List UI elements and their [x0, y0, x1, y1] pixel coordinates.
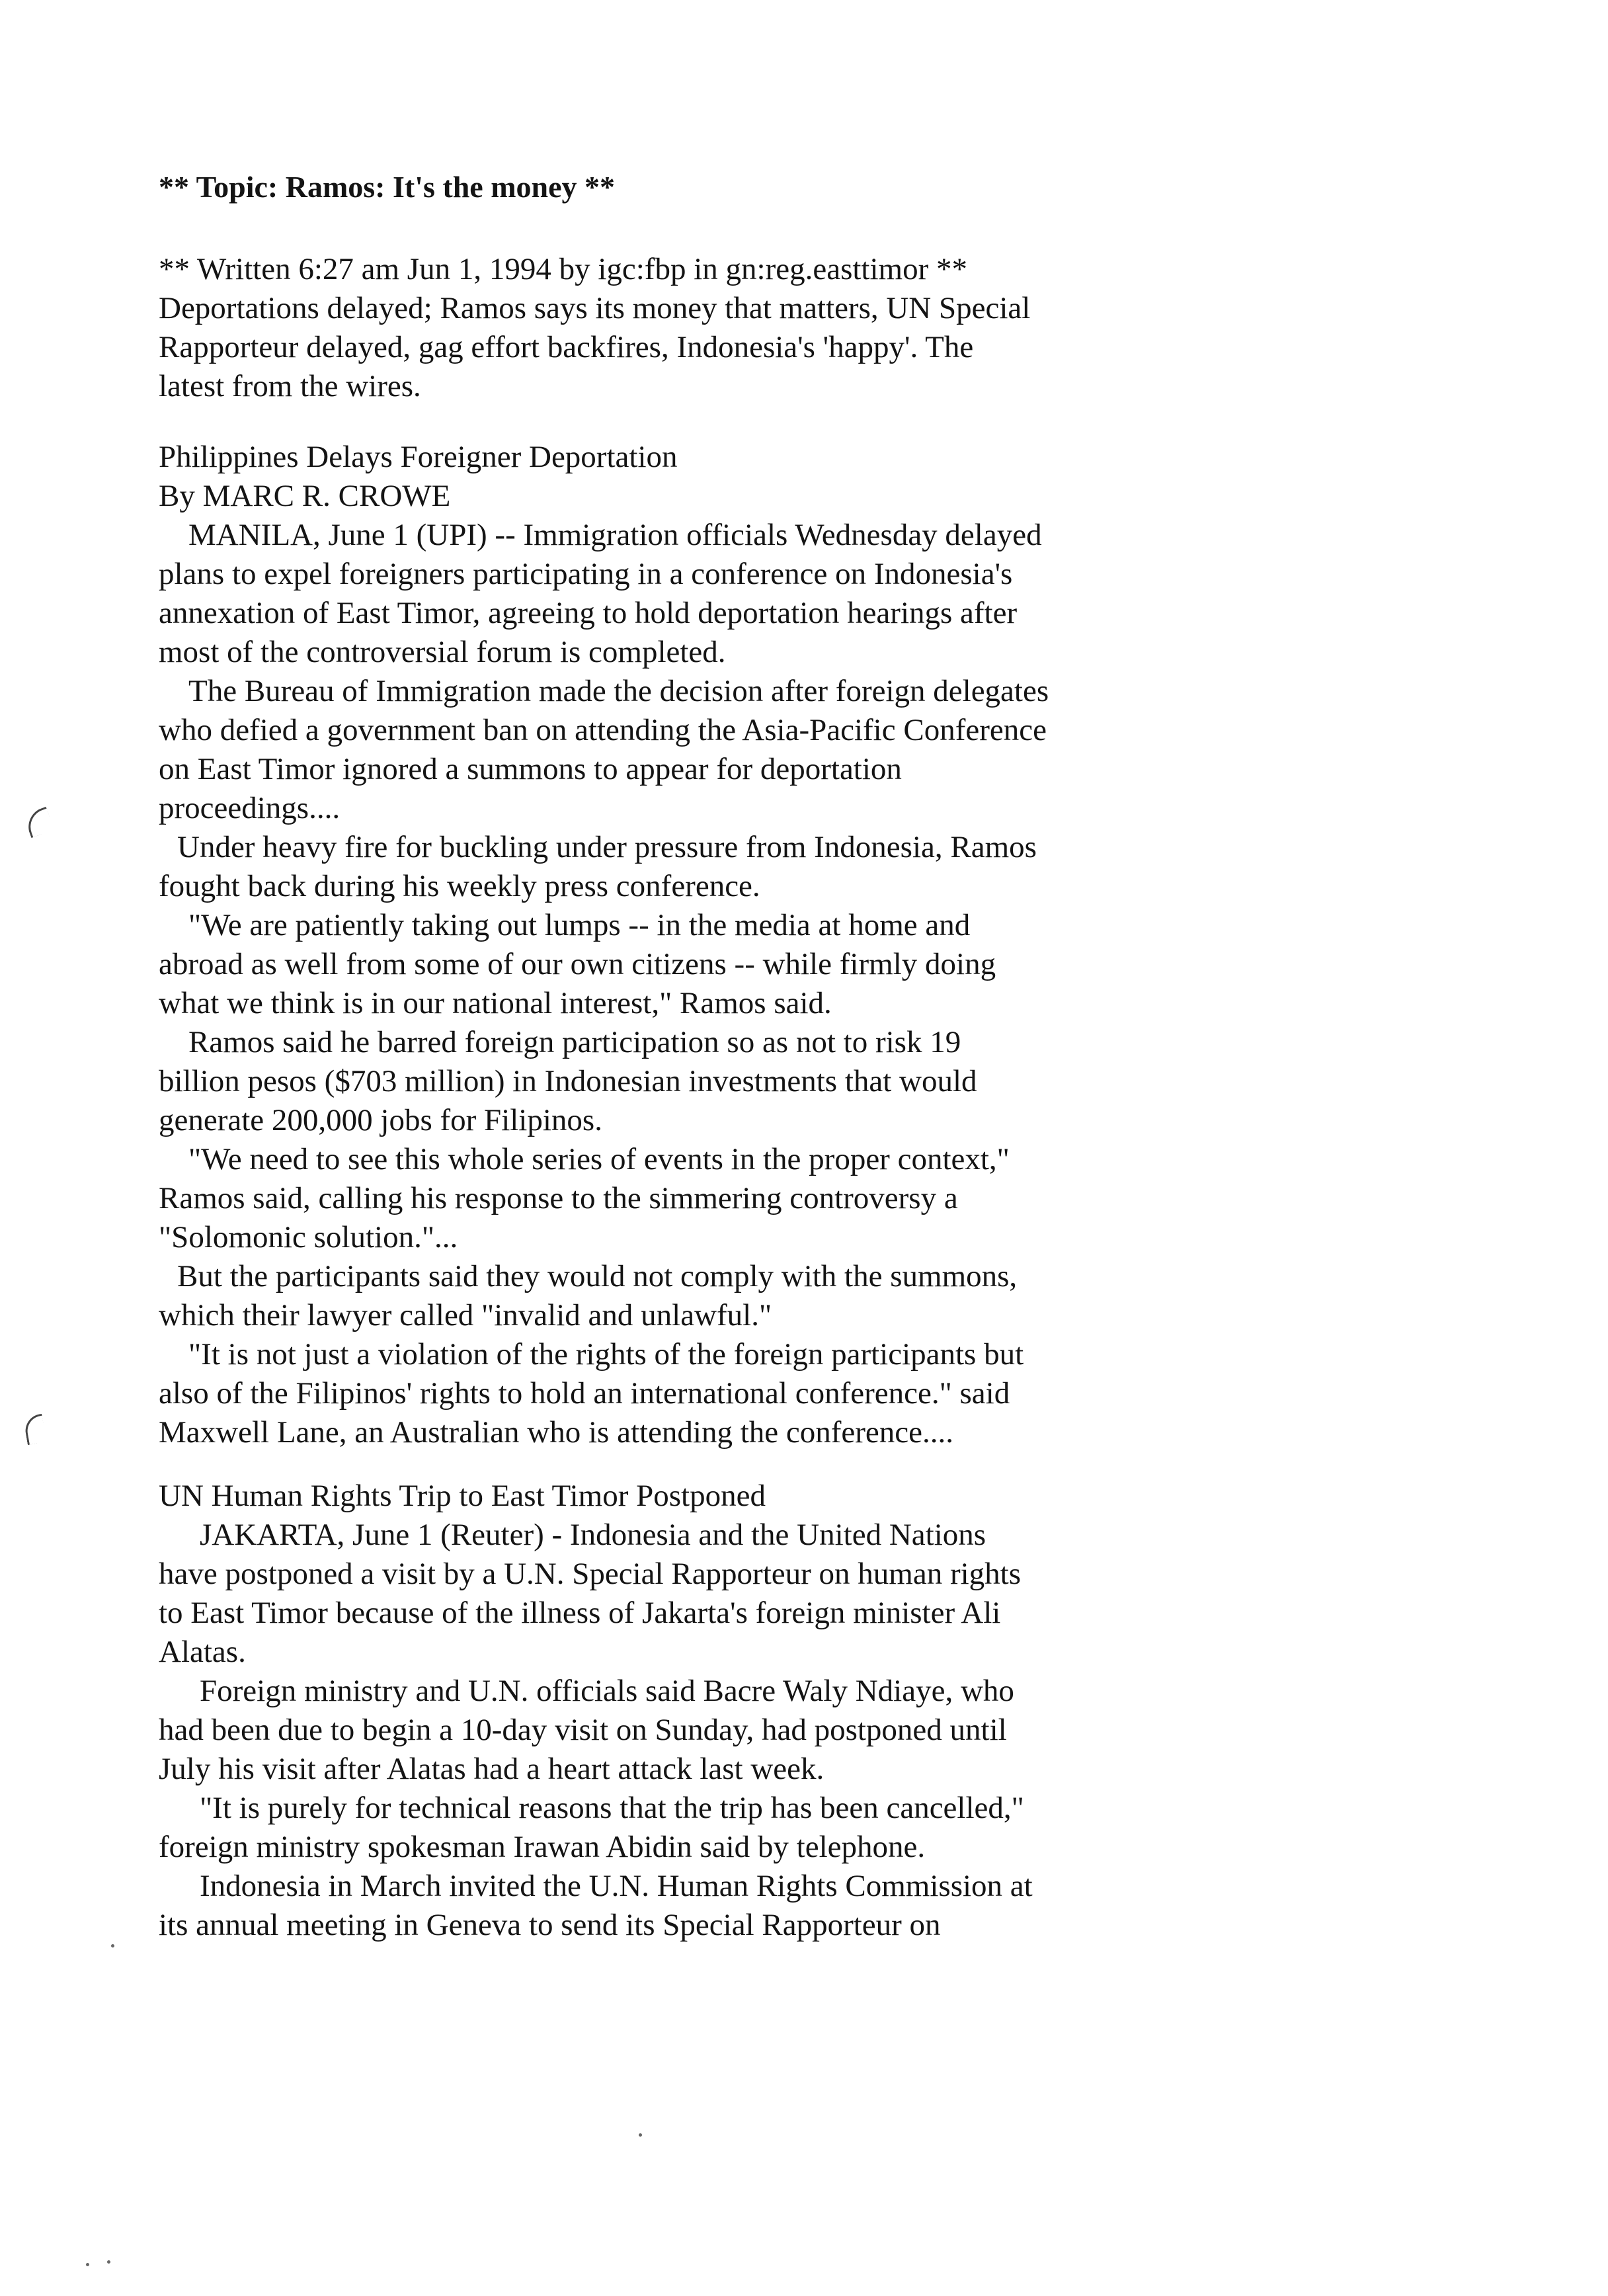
article-line: billion pesos ($703 million) in Indonesian investments that would: [159, 1064, 977, 1098]
article-line: "We need to see this whole series of events in the proper context,": [188, 1142, 1010, 1176]
article-line: The Bureau of Immigration made the decision after foreign delegates: [188, 674, 1049, 708]
article-line: MANILA, June 1 (UPI) -- Immigration officials Wednesday delayed: [188, 518, 1042, 552]
article-line: foreign ministry spokesman Irawan Abidin said by telephone.: [159, 1830, 926, 1864]
article-line: also of the Filipinos' rights to hold an international conference." said: [159, 1376, 1010, 1411]
article-line: Maxwell Lane, an Australian who is attending the conference....: [159, 1415, 954, 1450]
stray-dot: [86, 2263, 89, 2266]
article-headline: UN Human Rights Trip to East Timor Postponed: [159, 1479, 766, 1513]
article-line: most of the controversial forum is completed.: [159, 635, 726, 669]
header-line: Rapporteur delayed, gag effort backfires, Indonesia's 'happy'. The: [159, 330, 974, 364]
article-line: Foreign ministry and U.N. officials said Bacre Waly Ndiaye, who: [200, 1674, 1014, 1708]
article-line: annexation of East Timor, agreeing to hold deportation hearings after: [159, 596, 1018, 630]
stray-dot: [107, 2260, 110, 2264]
article-line: Ramos said, calling his response to the simmering controversy a: [159, 1181, 958, 1215]
article-headline: Philippines Delays Foreigner Deportation: [159, 440, 678, 474]
article-line: Under heavy fire for buckling under pressure from Indonesia, Ramos: [177, 830, 1037, 864]
article-line: its annual meeting in Geneva to send its Special Rapporteur on: [159, 1908, 941, 1942]
article-byline: By MARC R. CROWE: [159, 479, 451, 513]
article-line: Ramos said he barred foreign participation so as not to risk 19: [188, 1025, 961, 1059]
margin-pen-mark: [23, 807, 54, 838]
article-line: But the participants said they would not comply with the summons,: [177, 1259, 1018, 1293]
post-header: [159, 250, 1203, 406]
article-line: plans to expel foreigners participating in a conference on Indonesia's: [159, 557, 1013, 591]
article-line: proceedings....: [159, 791, 341, 825]
article-line: who defied a government ban on attending the Asia-Pacific Conference: [159, 713, 1047, 747]
article-line: "It is purely for technical reasons that the trip has been cancelled,": [200, 1791, 1024, 1825]
article-line: have postponed a visit by a U.N. Special Rapporteur on human rights: [159, 1557, 1021, 1591]
header-line: ** Written 6:27 am Jun 1, 1994 by igc:fbp in gn:reg.easttimor **: [159, 252, 967, 286]
margin-pen-mark: [22, 1414, 46, 1445]
article-line: had been due to begin a 10-day visit on Sunday, had postponed until: [159, 1713, 1007, 1747]
article-line: fought back during his weekly press conference.: [159, 869, 760, 903]
article-line: JAKARTA, June 1 (Reuter) - Indonesia and the United Nations: [200, 1518, 986, 1552]
header-line: Deportations delayed; Ramos says its money that matters, UN Special: [159, 291, 1031, 325]
stray-dot: [111, 1944, 114, 1948]
article-line: generate 200,000 jobs for Filipinos.: [159, 1103, 602, 1137]
stray-dot: [639, 2133, 642, 2137]
article-line: to East Timor because of the illness of Jakarta's foreign minister Ali: [159, 1596, 1001, 1630]
article-line: on East Timor ignored a summons to appear for deportation: [159, 752, 902, 786]
article-line: which their lawyer called "invalid and unlawful.": [159, 1298, 772, 1332]
article-line: Indonesia in March invited the U.N. Human Rights Commission at: [200, 1869, 1033, 1903]
topic-heading: ** Topic: Ramos: It's the money **: [159, 170, 616, 204]
article-line: July his visit after Alatas had a heart attack last week.: [159, 1752, 824, 1786]
article-line: "It is not just a violation of the rights of the foreign participants but: [188, 1337, 1024, 1372]
article-philippines: [159, 438, 1203, 1452]
article-line: abroad as well from some of our own citizens -- while firmly doing: [159, 947, 996, 981]
article-line: "We are patiently taking out lumps -- in the media at home and: [188, 908, 971, 942]
article-line: what we think is in our national interest," Ramos said.: [159, 986, 832, 1020]
header-line: latest from the wires.: [159, 369, 421, 403]
article-line: "Solomonic solution."...: [159, 1220, 458, 1254]
article-line: Alatas.: [159, 1635, 246, 1669]
article-un-human-rights: [159, 1477, 1203, 1945]
